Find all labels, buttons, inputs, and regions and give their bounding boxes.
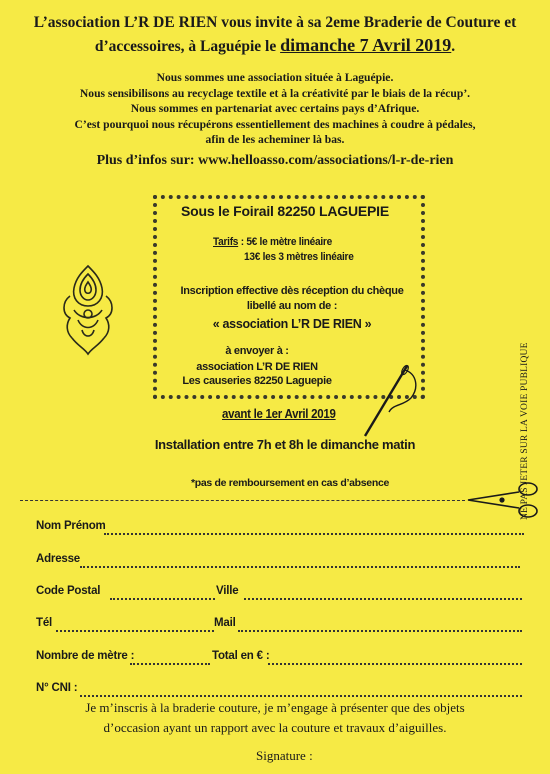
signature-label: Signature :: [256, 748, 313, 763]
field-nombre-metre-line[interactable]: [130, 663, 210, 665]
field-tel-label: Tél: [36, 617, 53, 629]
cut-line: [20, 500, 465, 501]
field-cni-line[interactable]: [80, 695, 522, 697]
field-ville-label: Ville: [216, 585, 239, 597]
about-line: Nous sommes une association située à Laguépie.: [156, 71, 394, 84]
field-nombre-metre-label: Nombre de mètre :: [36, 650, 135, 662]
about-line: C’est pourquoi nous récupérons essentiellement des machines à coudre à pédales,: [74, 117, 476, 131]
field-nom-prenom-line[interactable]: [104, 533, 524, 535]
field-total-line[interactable]: [268, 663, 522, 665]
about-paragraph: [30, 70, 520, 148]
deadline: avant le 1er Avril 2019: [222, 407, 336, 421]
intro-line-2-suffix: .: [451, 38, 456, 55]
inscription-line-2: libellé au nom de :: [246, 300, 338, 312]
side-notice: NE PAS JETER SUR LA VOIE PUBLIQUE: [520, 342, 530, 520]
intro-heading: [20, 12, 530, 58]
send-to-label: à envoyer à :: [225, 345, 289, 357]
installation-time: Installation entre 7h et 8h le dimanche matin: [154, 437, 416, 452]
ornament-logo: [52, 258, 124, 358]
event-date: dimanche 7 Avril 2019: [280, 35, 452, 55]
engagement-text: [40, 698, 510, 738]
field-code-postal-label: Code Postal: [36, 585, 101, 597]
tarifs-line-1: [213, 236, 332, 248]
field-mail-line[interactable]: [238, 630, 522, 632]
field-mail-label: Mail: [214, 617, 236, 629]
engagement-line: d’occasion ayant un rapport avec la couture et travaux d’aiguilles.: [103, 720, 447, 735]
more-info-link[interactable]: Plus d’infos sur: www.helloasso.com/associations/l-r-de-rien: [96, 153, 454, 168]
field-nom-prenom-label: Nom Prénom: [36, 520, 106, 532]
inscription-line-1: Inscription effective dès réception du chèque: [180, 285, 404, 297]
payee-name: « association L’R DE RIEN »: [212, 317, 372, 331]
field-ville-line[interactable]: [244, 598, 522, 600]
needle-thread-icon: [345, 360, 425, 440]
field-adresse-label: Adresse: [36, 553, 80, 565]
send-to-name: association L’R DE RIEN: [196, 361, 318, 373]
field-cni-label: N° CNI :: [36, 682, 78, 694]
box-title: Sous le Foirail 82250 LAGUEPIE: [181, 203, 389, 219]
intro-line-2-prefix: d’accessoires, à Laguépie le: [94, 38, 281, 55]
field-code-postal-line[interactable]: [110, 598, 215, 600]
field-tel-line[interactable]: [56, 630, 214, 632]
tarifs-line-2: 13€ les 3 mètres linéaire: [244, 251, 354, 263]
engagement-line: Je m’inscris à la braderie couture, je m’engage à présenter que des objets: [85, 700, 465, 715]
tarifs-label: Tarifs: [213, 236, 239, 248]
tarifs-value-1: : 5€ le mètre linéaire: [238, 236, 332, 248]
about-line: afin de les acheminer là bas.: [205, 133, 345, 146]
send-to-address: Les causeries 82250 Laguepie: [182, 375, 332, 387]
field-total-label: Total en € :: [212, 650, 270, 662]
scissors-icon: [462, 478, 542, 522]
no-refund-note: *pas de remboursement en cas d’absence: [190, 477, 390, 489]
field-adresse-line[interactable]: [80, 566, 520, 568]
intro-line-2: [20, 34, 530, 58]
about-line: Nous sensibilisons au recyclage textile et à la créativité par le biais de la récup’.: [79, 86, 471, 100]
about-line: Nous sommes en partenariat avec certains pays d’Afrique.: [130, 102, 420, 115]
intro-line-1: L’association L’R DE RIEN vous invite à sa 2eme Braderie de Couture et: [33, 14, 517, 31]
